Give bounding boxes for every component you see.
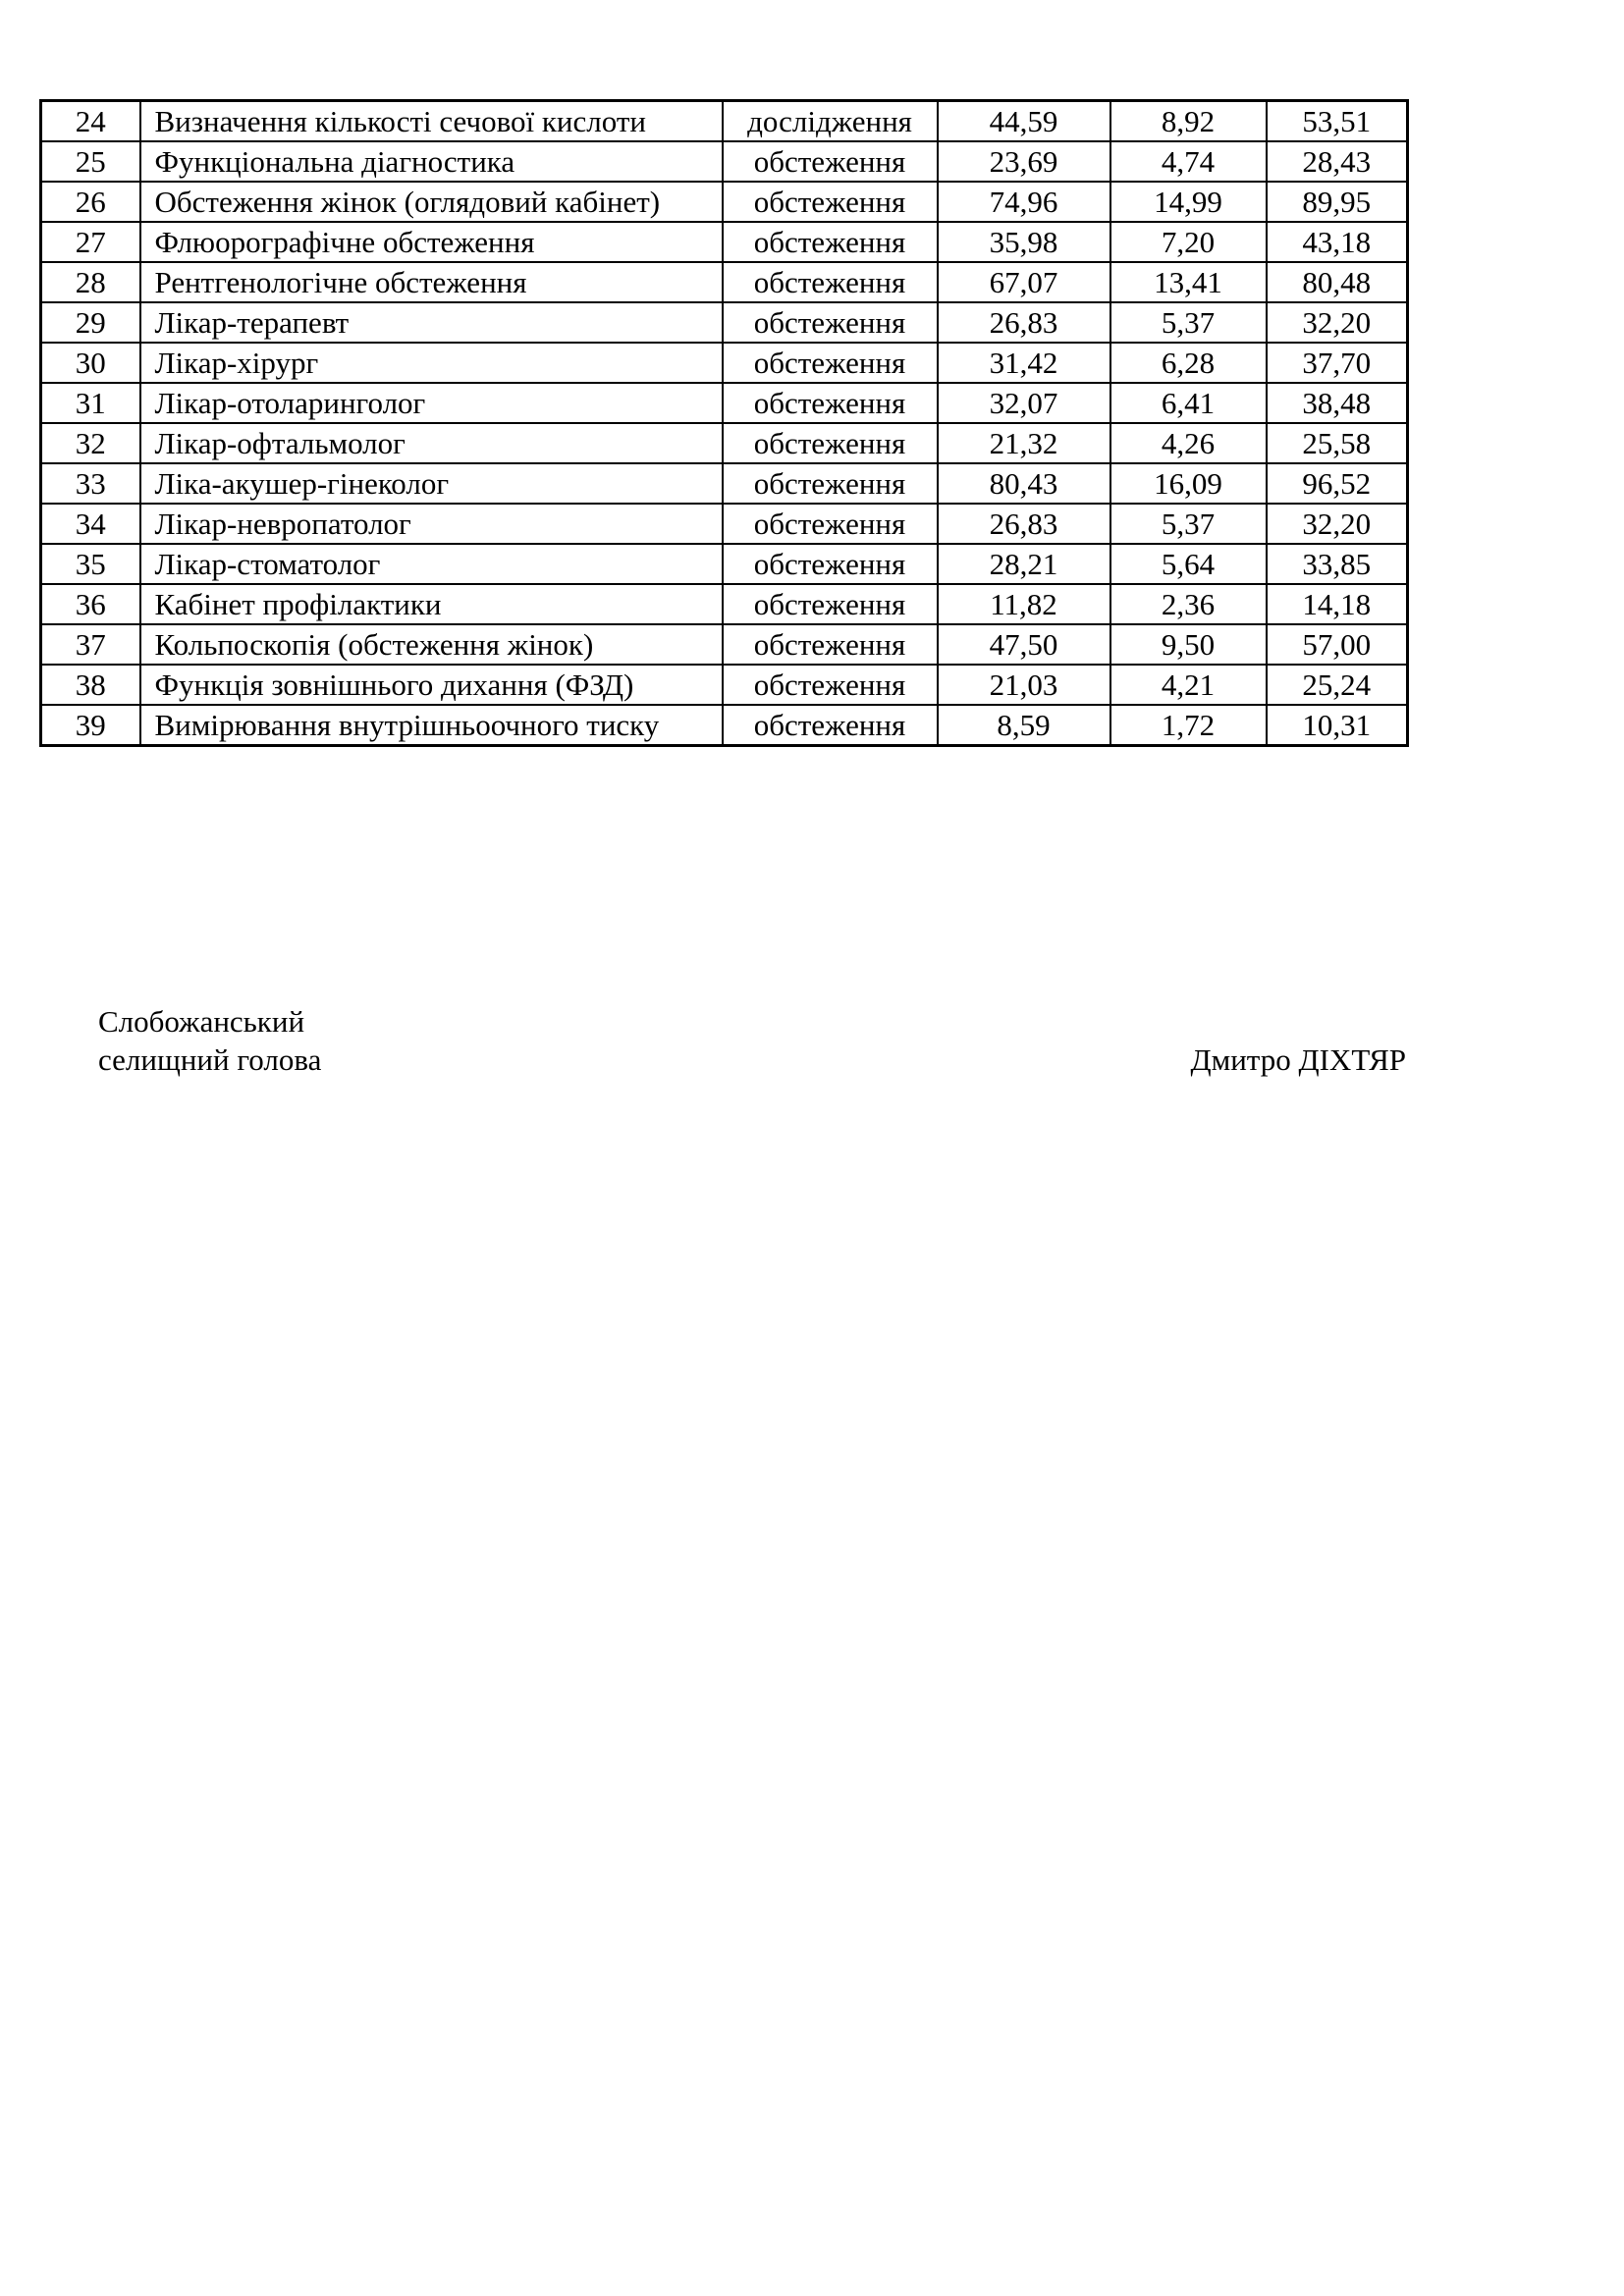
price-without-vat-cell: 35,98 — [938, 222, 1110, 262]
row-number-cell: 33 — [41, 463, 140, 504]
price-without-vat-cell: 21,03 — [938, 665, 1110, 705]
row-number-cell: 35 — [41, 544, 140, 584]
table-row — [41, 705, 1408, 746]
unit-of-measure-cell: обстеження — [723, 665, 938, 705]
row-number-cell: 37 — [41, 624, 140, 665]
row-number-cell: 25 — [41, 141, 140, 182]
vat-amount-cell: 7,20 — [1110, 222, 1267, 262]
table-row — [41, 544, 1408, 584]
price-with-vat-cell: 38,48 — [1267, 383, 1408, 423]
row-number-cell: 27 — [41, 222, 140, 262]
price-with-vat-cell: 89,95 — [1267, 182, 1408, 222]
service-name-cell: Обстеження жінок (оглядовий кабінет) — [140, 182, 723, 222]
table-row — [41, 665, 1408, 705]
price-without-vat-cell: 47,50 — [938, 624, 1110, 665]
table-row — [41, 101, 1408, 142]
unit-of-measure-cell: обстеження — [723, 463, 938, 504]
unit-of-measure-cell: обстеження — [723, 705, 938, 746]
service-name-cell: Лікар-невропатолог — [140, 504, 723, 544]
service-name-cell: Визначення кількості сечової кислоти — [140, 101, 723, 142]
service-name-cell: Функція зовнішнього дихання (ФЗД) — [140, 665, 723, 705]
price-without-vat-cell: 31,42 — [938, 343, 1110, 383]
unit-of-measure-cell: обстеження — [723, 262, 938, 302]
price-with-vat-cell: 57,00 — [1267, 624, 1408, 665]
unit-of-measure-cell: обстеження — [723, 383, 938, 423]
vat-amount-cell: 4,21 — [1110, 665, 1267, 705]
row-number-cell: 34 — [41, 504, 140, 544]
price-without-vat-cell: 8,59 — [938, 705, 1110, 746]
unit-of-measure-cell: обстеження — [723, 141, 938, 182]
table-row — [41, 222, 1408, 262]
price-without-vat-cell: 26,83 — [938, 302, 1110, 343]
unit-of-measure-cell: обстеження — [723, 302, 938, 343]
price-with-vat-cell: 80,48 — [1267, 262, 1408, 302]
table-body — [41, 101, 1408, 746]
row-number-cell: 32 — [41, 423, 140, 463]
vat-amount-cell: 5,64 — [1110, 544, 1267, 584]
unit-of-measure-cell: обстеження — [723, 343, 938, 383]
row-number-cell: 30 — [41, 343, 140, 383]
price-with-vat-cell: 32,20 — [1267, 504, 1408, 544]
service-name-cell: Лікар-отоларинголог — [140, 383, 723, 423]
vat-amount-cell: 2,36 — [1110, 584, 1267, 624]
price-without-vat-cell: 21,32 — [938, 423, 1110, 463]
vat-amount-cell: 5,37 — [1110, 504, 1267, 544]
vat-amount-cell: 6,28 — [1110, 343, 1267, 383]
price-with-vat-cell: 37,70 — [1267, 343, 1408, 383]
table-row — [41, 504, 1408, 544]
row-number-cell: 24 — [41, 101, 140, 142]
price-with-vat-cell: 25,24 — [1267, 665, 1408, 705]
service-name-cell: Кольпоскопія (обстеження жінок) — [140, 624, 723, 665]
vat-amount-cell: 4,74 — [1110, 141, 1267, 182]
price-with-vat-cell: 28,43 — [1267, 141, 1408, 182]
price-with-vat-cell: 33,85 — [1267, 544, 1408, 584]
vat-amount-cell: 6,41 — [1110, 383, 1267, 423]
service-name-cell: Кабінет профілактики — [140, 584, 723, 624]
price-with-vat-cell: 10,31 — [1267, 705, 1408, 746]
table-row — [41, 182, 1408, 222]
row-number-cell: 39 — [41, 705, 140, 746]
signature-position-line1: Слобожанський — [98, 1004, 305, 1039]
unit-of-measure-cell: обстеження — [723, 504, 938, 544]
unit-of-measure-cell: обстеження — [723, 423, 938, 463]
vat-amount-cell: 9,50 — [1110, 624, 1267, 665]
row-number-cell: 29 — [41, 302, 140, 343]
table-row — [41, 302, 1408, 343]
vat-amount-cell: 1,72 — [1110, 705, 1267, 746]
price-without-vat-cell: 80,43 — [938, 463, 1110, 504]
row-number-cell: 38 — [41, 665, 140, 705]
price-without-vat-cell: 26,83 — [938, 504, 1110, 544]
service-name-cell: Лікар-терапевт — [140, 302, 723, 343]
table-row — [41, 423, 1408, 463]
row-number-cell: 36 — [41, 584, 140, 624]
price-without-vat-cell: 11,82 — [938, 584, 1110, 624]
table-row — [41, 463, 1408, 504]
price-without-vat-cell: 32,07 — [938, 383, 1110, 423]
unit-of-measure-cell: обстеження — [723, 222, 938, 262]
price-without-vat-cell: 67,07 — [938, 262, 1110, 302]
vat-amount-cell: 8,92 — [1110, 101, 1267, 142]
table-row — [41, 141, 1408, 182]
price-with-vat-cell: 25,58 — [1267, 423, 1408, 463]
price-with-vat-cell: 53,51 — [1267, 101, 1408, 142]
service-name-cell: Лікар-стоматолог — [140, 544, 723, 584]
vat-amount-cell: 14,99 — [1110, 182, 1267, 222]
unit-of-measure-cell: обстеження — [723, 544, 938, 584]
service-name-cell: Рентгенологічне обстеження — [140, 262, 723, 302]
row-number-cell: 31 — [41, 383, 140, 423]
table-row — [41, 624, 1408, 665]
price-without-vat-cell: 23,69 — [938, 141, 1110, 182]
service-name-cell: Ліка-акушер-гінеколог — [140, 463, 723, 504]
vat-amount-cell: 4,26 — [1110, 423, 1267, 463]
signature-position — [98, 1002, 321, 1079]
price-without-vat-cell: 74,96 — [938, 182, 1110, 222]
unit-of-measure-cell: обстеження — [723, 584, 938, 624]
service-name-cell: Флюорографічне обстеження — [140, 222, 723, 262]
price-with-vat-cell: 43,18 — [1267, 222, 1408, 262]
row-number-cell: 28 — [41, 262, 140, 302]
service-name-cell: Вимірювання внутрішньоочного тиску — [140, 705, 723, 746]
price-without-vat-cell: 28,21 — [938, 544, 1110, 584]
table-row — [41, 584, 1408, 624]
unit-of-measure-cell: обстеження — [723, 182, 938, 222]
price-with-vat-cell: 14,18 — [1267, 584, 1408, 624]
signature-position-line2: селищний голова — [98, 1042, 322, 1077]
unit-of-measure-cell: обстеження — [723, 624, 938, 665]
unit-of-measure-cell: дослідження — [723, 101, 938, 142]
vat-amount-cell: 16,09 — [1110, 463, 1267, 504]
service-name-cell: Лікар-офтальмолог — [140, 423, 723, 463]
vat-amount-cell: 13,41 — [1110, 262, 1267, 302]
service-name-cell: Функціональна діагностика — [140, 141, 723, 182]
table-row — [41, 343, 1408, 383]
services-price-table — [39, 99, 1409, 747]
price-without-vat-cell: 44,59 — [938, 101, 1110, 142]
price-with-vat-cell: 96,52 — [1267, 463, 1408, 504]
vat-amount-cell: 5,37 — [1110, 302, 1267, 343]
table-row — [41, 262, 1408, 302]
service-name-cell: Лікар-хірург — [140, 343, 723, 383]
row-number-cell: 26 — [41, 182, 140, 222]
price-with-vat-cell: 32,20 — [1267, 302, 1408, 343]
signature-name: Дмитро ДІХТЯР — [1190, 1042, 1406, 1077]
table-row — [41, 383, 1408, 423]
